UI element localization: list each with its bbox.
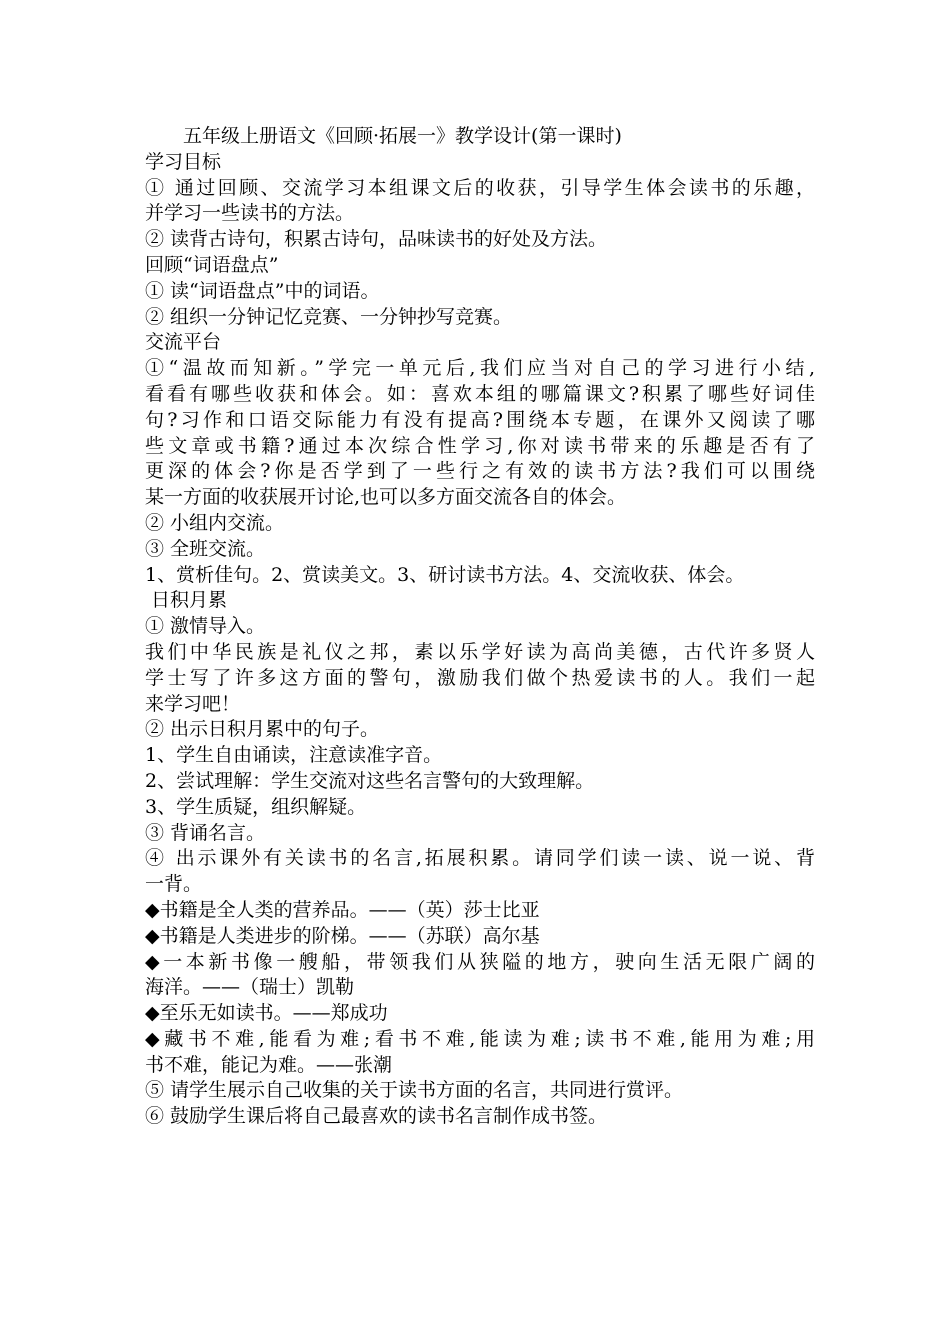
quote-line: 书不难，能记为难。——张潮: [145, 1053, 393, 1076]
text-line: 1、赏析佳句。2、赏读美文。3、研讨读书方法。4、交流收获、体会。: [145, 563, 745, 586]
text-line: ③ 全班交流。: [145, 537, 266, 560]
text-line: 句?习作和口语交际能力有没有提高?围绕本专题，在课外又阅读了哪: [145, 408, 815, 431]
document-title: 五年级上册语文《回顾·拓展一》教学设计(第一课时): [183, 125, 622, 147]
text-line: ④ 出示课外有关读书的名言,拓展积累。请同学们读一读、说一说、背: [145, 847, 815, 870]
quote-line: ◆至乐无如读书。——郑成功: [145, 1002, 388, 1025]
text-line: ② 出示日积月累中的句子。: [145, 718, 380, 741]
text-line: ⑥ 鼓励学生课后将自己最喜欢的读书名言制作成书签。: [145, 1105, 608, 1128]
text-line: 我们中华民族是礼仪之邦，素以乐学好读为高尚美德，古代许多贤人: [145, 640, 815, 663]
text-line: 1、学生自由诵读，注意读准字音。: [145, 744, 443, 767]
text-line: 2、尝试理解：学生交流对这些名言警句的大致理解。: [145, 769, 595, 792]
section-heading: 交流平台: [145, 331, 222, 354]
text-line: ⑤ 请学生展示自己收集的关于读书方面的名言，共同进行赏评。: [145, 1079, 684, 1102]
section-heading: 学习目标: [145, 150, 222, 173]
text-line: ① 激情导入。: [145, 615, 266, 638]
text-line: ①“温故而知新。”学完一单元后,我们应当对自己的学习进行小结,: [145, 357, 815, 380]
text-line: 并学习一些读书的方法。: [145, 202, 355, 225]
quote-line: ◆一本新书像一艘船，带领我们从狭隘的地方，驶向生活无限广阔的: [145, 950, 815, 973]
quote-line: ◆藏书不难,能看为难;看书不难,能读为难;读书不难,能用为难;用: [145, 1027, 815, 1050]
section-heading: 回顾“词语盘点”: [145, 253, 279, 276]
quote-line: ◆书籍是全人类的营养品。——（英）莎士比亚: [145, 898, 540, 921]
text-line: 3、学生质疑，组织解疑。: [145, 795, 367, 818]
text-line: 学士写了许多这方面的警句，激励我们做个热爱读书的人。我们一起: [145, 666, 815, 689]
quote-line: ◆书籍是人类进步的阶梯。——（苏联）高尔基: [145, 924, 540, 947]
text-line: 更深的体会?你是否学到了一些行之有效的读书方法?我们可以围绕: [145, 460, 815, 483]
text-line: ③ 背诵名言。: [145, 821, 266, 844]
document-page: [145, 124, 815, 1130]
text-line: ② 读背古诗句，积累古诗句，品味读书的好处及方法。: [145, 228, 608, 251]
text-line: 某一方面的收获展开讨论,也可以多方面交流各自的体会。: [145, 486, 627, 509]
section-heading: 日积月累: [151, 589, 228, 612]
text-line: 看看有哪些收获和体会。如：喜欢本组的哪篇课文?积累了哪些好词佳: [145, 382, 815, 405]
text-line: 一背。: [145, 873, 203, 896]
text-line: 些文章或书籍?通过本次综合性学习,你对读书带来的乐趣是否有了: [145, 434, 815, 457]
text-line: ② 小组内交流。: [145, 511, 285, 534]
text-line: ① 读“词语盘点”中的词语。: [145, 279, 380, 302]
text-line: 来学习吧！: [145, 692, 241, 715]
quote-line: 海洋。——（瑞士）凯勒: [145, 976, 355, 999]
text-line: ① 通过回顾、交流学习本组课文后的收获，引导学生体会读书的乐趣，: [145, 176, 815, 199]
text-line: ② 组织一分钟记忆竞赛、一分钟抄写竞赛。: [145, 305, 513, 328]
